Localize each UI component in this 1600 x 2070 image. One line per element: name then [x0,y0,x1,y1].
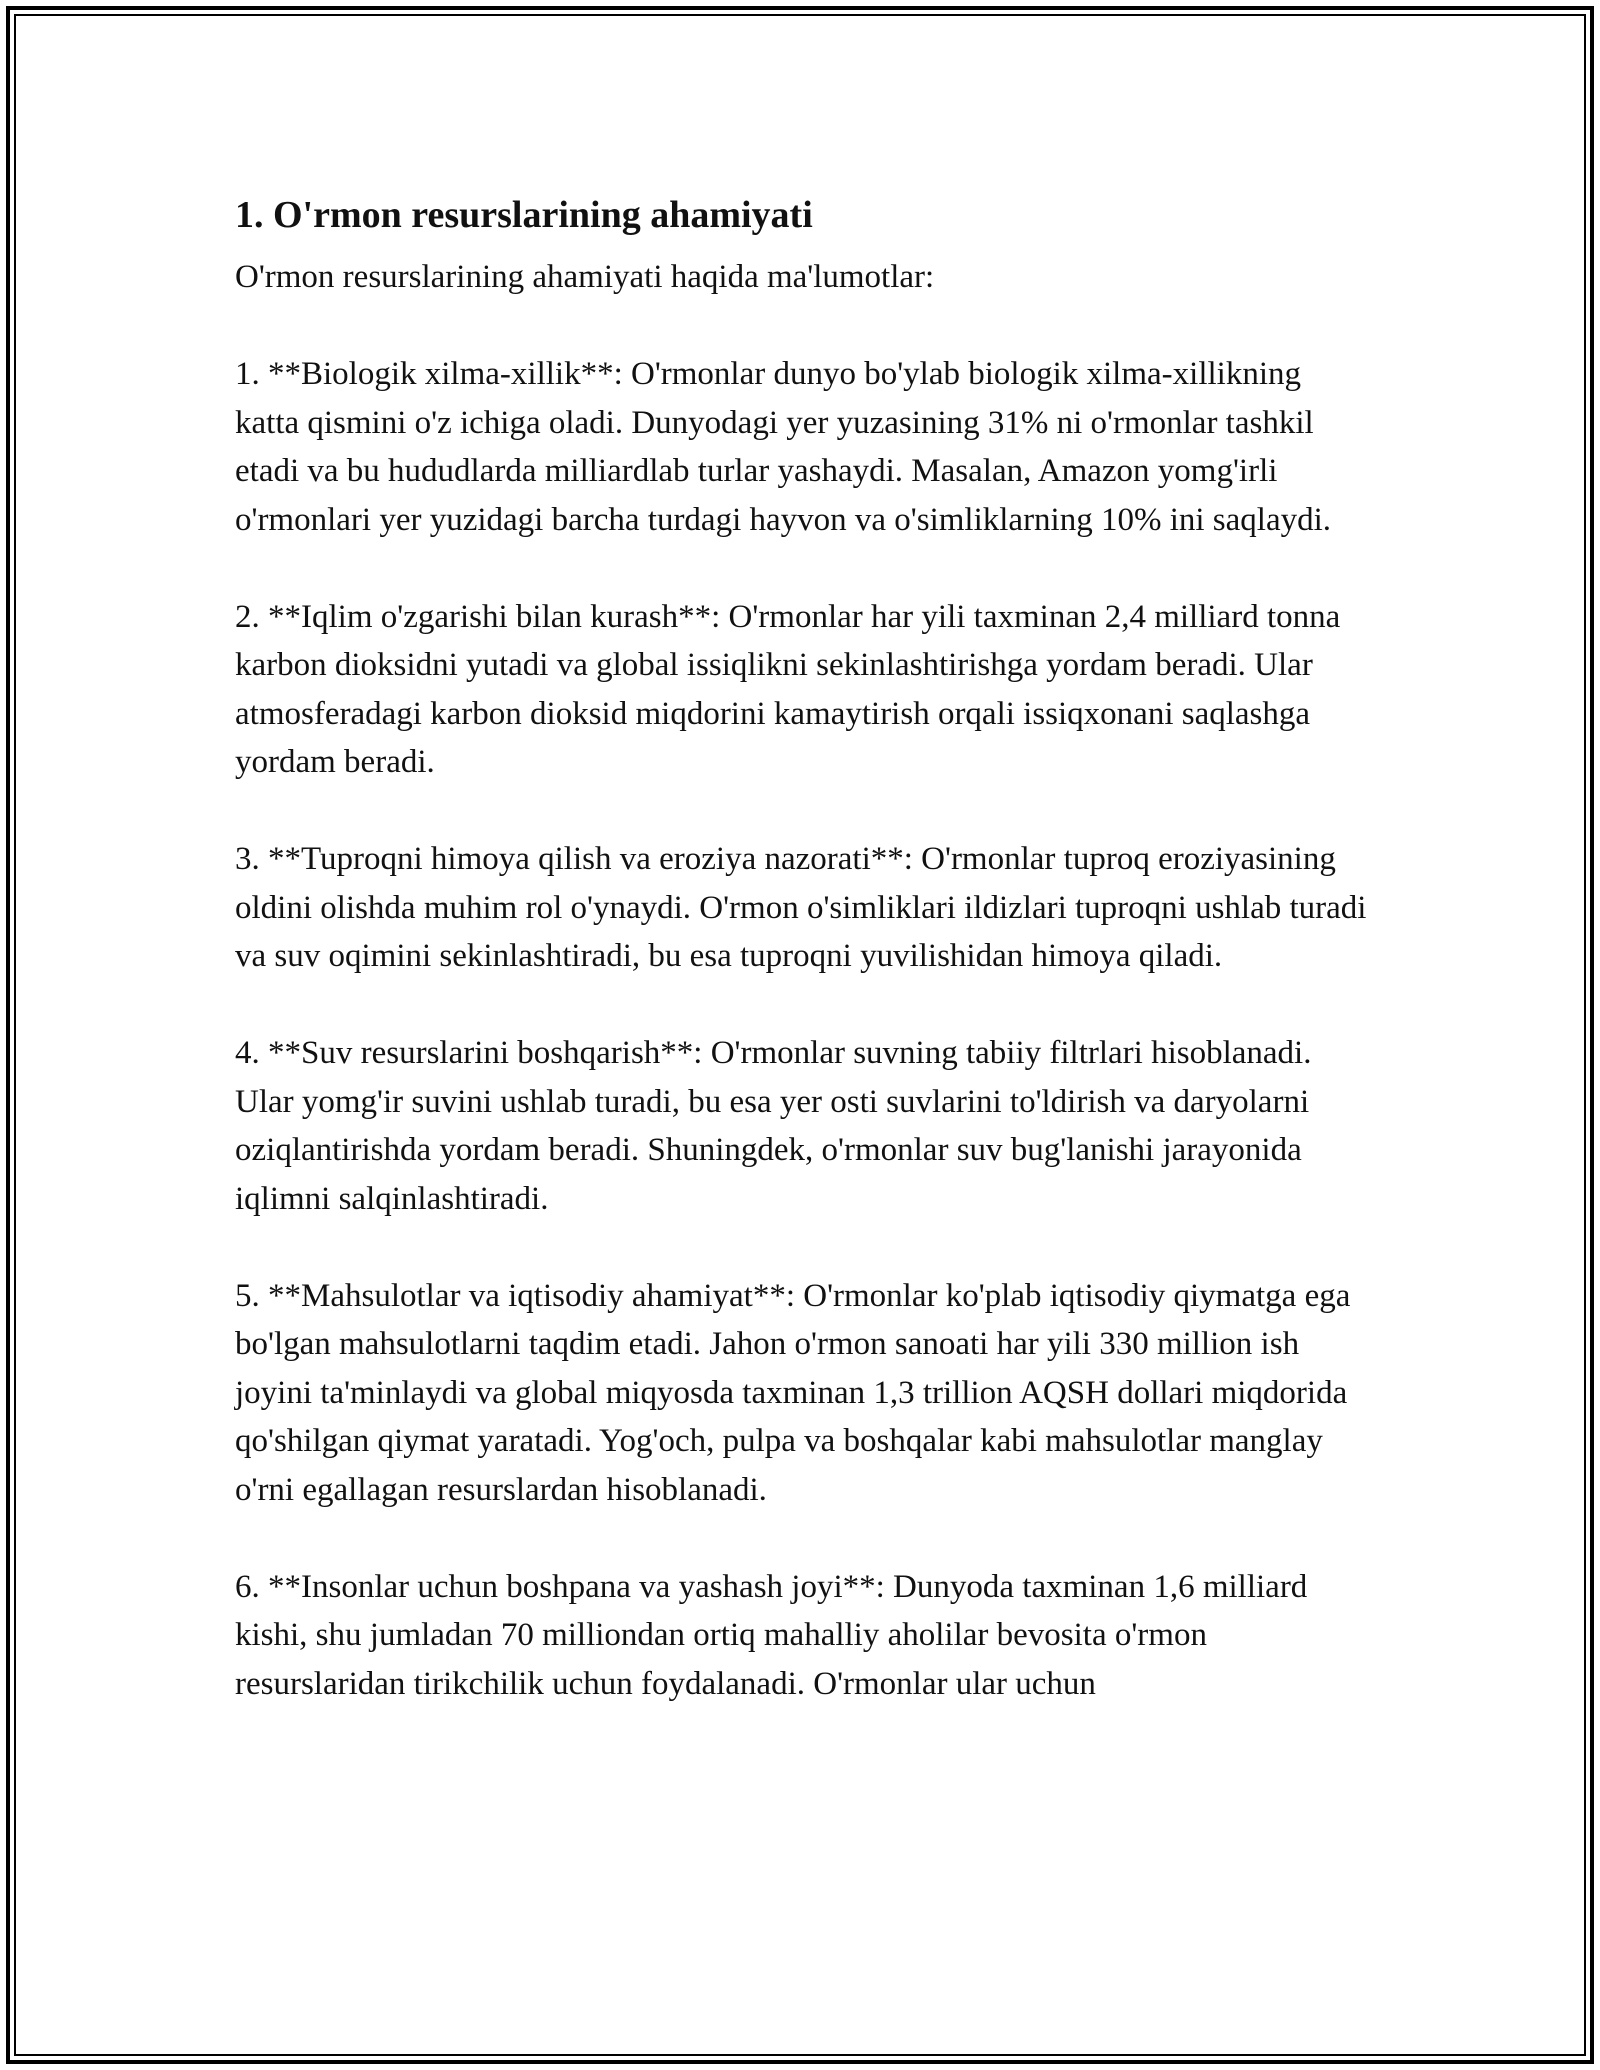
list-item-economic-value: 5. **Mahsulotlar va iqtisodiy ahamiyat**: O'rmonlar ko'plab iqtisodiy qiymatga ega bo'lgan mahsulotlarni taqdim etadi. Jahon o'rmon sanoati har yili 330 million ish joyini ta'minlaydi va global miqyosda taxminan 1,3 trillion AQSH dollari miqdorida qo'shilgan qiymat yaratadi. Yog'och, pulpa va boshqalar kabi mahsulotlar manglay o'rni egallagan resurslardan hisoblanadi. [235,1277,1351,1508]
list-item-biodiversity: 1. **Biologik xilma-xillik**: O'rmonlar dunyo bo'ylab biologik xilma-xillikning katta qismini o'z ichiga oladi. Dunyodagi yer yuzasining 31% ni o'rmonlar tashkil etadi va bu hududlarda milliardlab turlar yashaydi. Masalan, Amazon yomg'irli o'rmonlari yer yuzidagi barcha turdagi hayvon va o'simliklarning 10% ini saqlaydi. [235,356,1332,538]
list-item-soil-protection: 3. **Tuproqni himoya qilish va eroziya nazorati**: O'rmonlar tuproq eroziyasining oldini olishda muhim rol o'ynaydi. O'rmon o'simliklari ildizlari tuproqni ushlab turadi va suv oqimini sekinlashtiradi, bu esa tuproqni yuvilishidan himoya qiladi. [235,841,1367,974]
list-item-human-shelter: 6. **Insonlar uchun boshpana va yashash joyi**: Dunyoda taxminan 1,6 milliard kishi, shu jumladan 70 milliondan ortiq mahalliy aholilar bevosita o'rmon resurslaridan tirikchilik uchun foydalanadi. O'rmonlar ular uchun [235,1568,1308,1702]
intro-paragraph: O'rmon resurslarining ahamiyati haqida ma'lumotlar: [235,259,935,295]
list-item-water-resources: 4. **Suv resurslarini boshqarish**: O'rmonlar suvning tabiiy filtrlari hisoblanadi. Ular yomg'ir suvini ushlab turadi, bu esa yer osti suvlarini to'ldirish va daryolarni oziqlantirishda yordam beradi. Shuningdek, o'rmonlar suv bug'lanishi jarayonida iqlimni salqinlashtiradi. [235,1035,1312,1217]
document-body [235,185,1370,1708]
section-heading: 1. O'rmon resurslarining ahamiyati [235,194,813,236]
list-item-climate: 2. **Iqlim o'zgarishi bilan kurash**: O'rmonlar har yili taxminan 2,4 milliard tonna karbon dioksidni yutadi va global issiqlikni sekinlashtirishga yordam beradi. Ular atmosferadagi karbon dioksid miqdorini kamaytirish orqali issiqxonani saqlashga yordam beradi. [235,598,1341,780]
